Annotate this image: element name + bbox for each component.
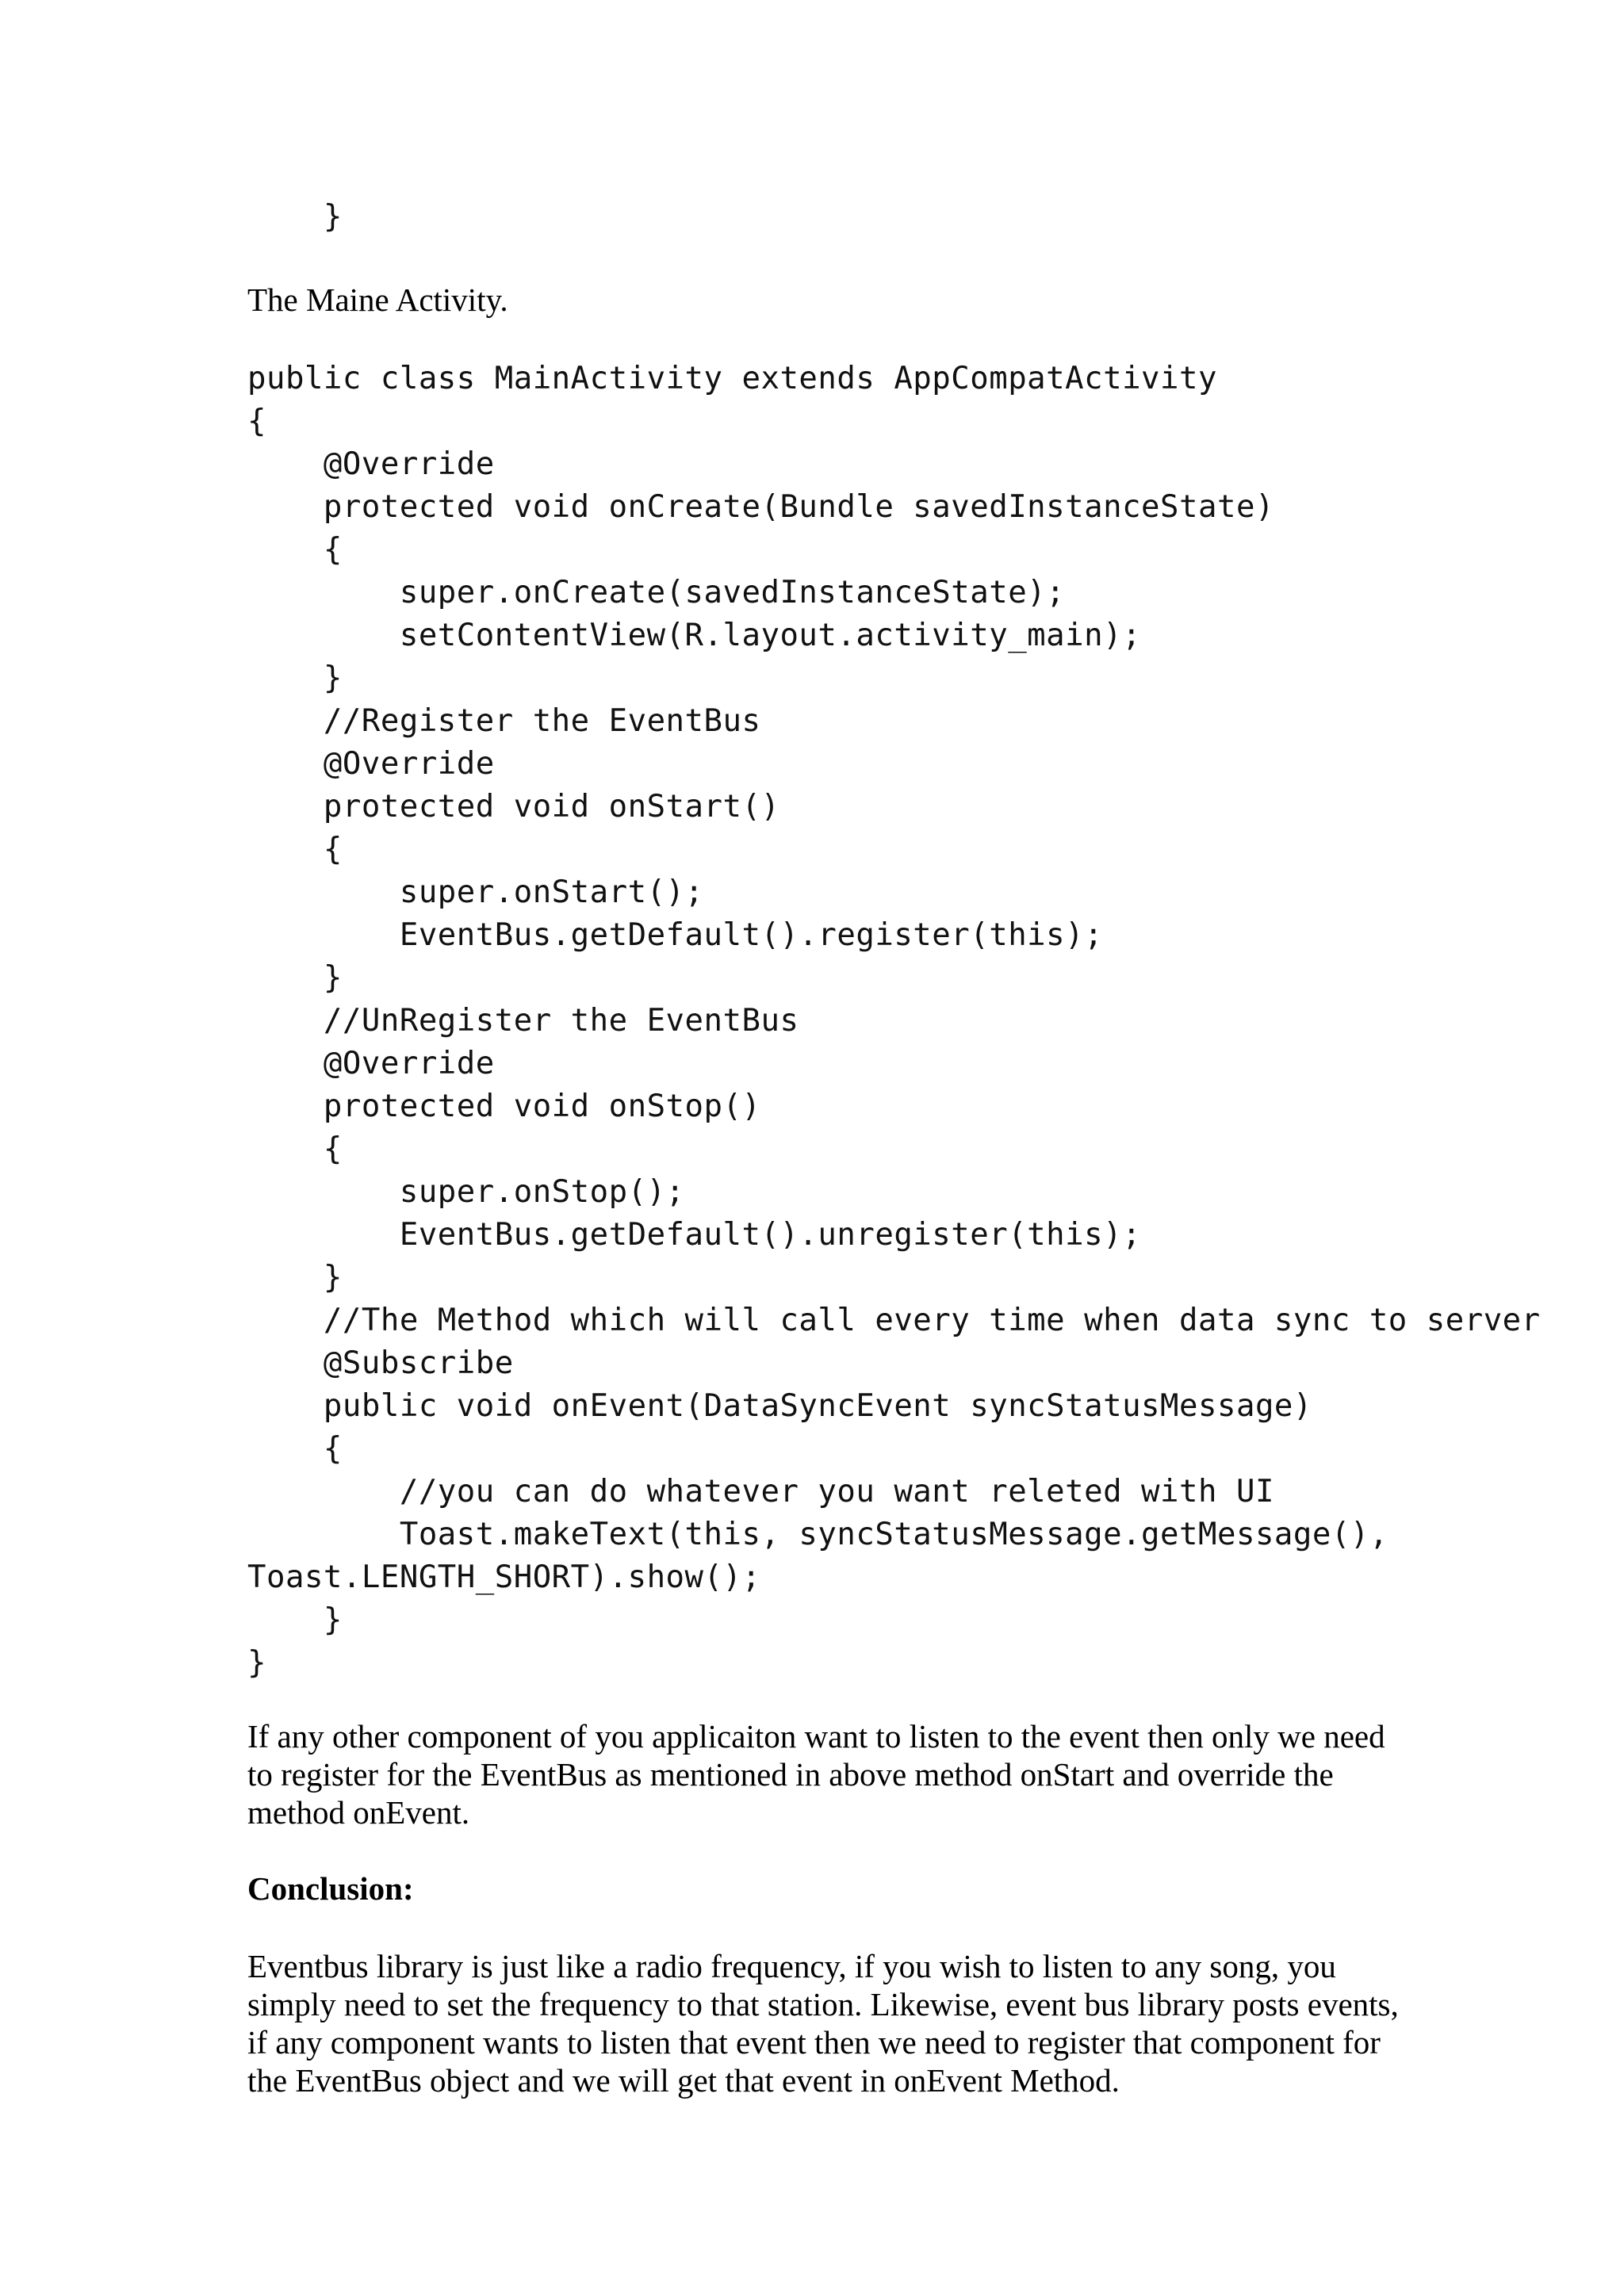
- code-line: @Subscribe: [247, 1345, 514, 1381]
- code-line: EventBus.getDefault().register(this);: [247, 917, 1104, 953]
- code-line: {: [247, 1131, 343, 1167]
- code-line: super.onCreate(savedInstanceState);: [247, 575, 1066, 610]
- code-line: setContentView(R.layout.activity_main);: [247, 618, 1142, 653]
- code-line: {: [247, 532, 343, 568]
- code-line: }: [247, 1645, 266, 1681]
- intro-text: The Maine Activity.: [247, 281, 508, 318]
- conclusion-heading: Conclusion:: [247, 1870, 414, 1907]
- code-line: //UnRegister the EventBus: [247, 1003, 799, 1039]
- code-line: EventBus.getDefault().unregister(this);: [247, 1217, 1142, 1253]
- code-line: Toast.LENGTH_SHORT).show();: [247, 1559, 761, 1595]
- paragraph-register-note: [247, 1717, 1405, 1831]
- code-line: public class MainActivity extends AppCompatActivity: [247, 361, 1217, 396]
- code-line: public void onEvent(DataSyncEvent syncStatusMessage): [247, 1388, 1312, 1424]
- code-line: super.onStop();: [247, 1174, 685, 1210]
- code-line: {: [247, 832, 343, 867]
- code-line: Toast.makeText(this, syncStatusMessage.getMessage(),: [247, 1517, 1388, 1552]
- code-line: protected void onStart(): [247, 789, 780, 825]
- code-line: }: [247, 660, 343, 696]
- code-line: }: [247, 1260, 343, 1295]
- code-line: protected void onCreate(Bundle savedInstanceState): [247, 489, 1274, 525]
- closing-brace: }: [247, 199, 343, 235]
- paragraph-text: Eventbus library is just like a radio frequency, if you wish to listen to any song, you simply need to set the frequency to that station. Likewise, event bus library posts events, if any component wants to listen that event then we need to register that component for the EventBus object and we will get that event in onEvent Method.: [247, 1948, 1399, 2099]
- code-line: @Override: [247, 446, 495, 482]
- paragraph-text: If any other component of you applicaiton want to listen to the event then only we need to register for the EventBus as mentioned in above method onStart and override the method onEvent.: [247, 1718, 1385, 1831]
- code-line: //Register the EventBus: [247, 703, 761, 739]
- code-line: {: [247, 1431, 343, 1467]
- code-line: }: [247, 960, 343, 996]
- code-line: @Override: [247, 1046, 495, 1081]
- code-line: super.onStart();: [247, 874, 704, 910]
- intro-line: [247, 281, 1405, 319]
- code-line: //The Method which will call every time when data sync to server: [247, 1303, 1541, 1338]
- code-line: //you can do whatever you want releted with UI: [247, 1474, 1274, 1510]
- code-line: {: [247, 404, 266, 439]
- paragraph-conclusion: [247, 1947, 1405, 2099]
- code-line: protected void onStop(): [247, 1089, 761, 1124]
- code-line: }: [247, 1602, 343, 1638]
- code-line: @Override: [247, 746, 495, 782]
